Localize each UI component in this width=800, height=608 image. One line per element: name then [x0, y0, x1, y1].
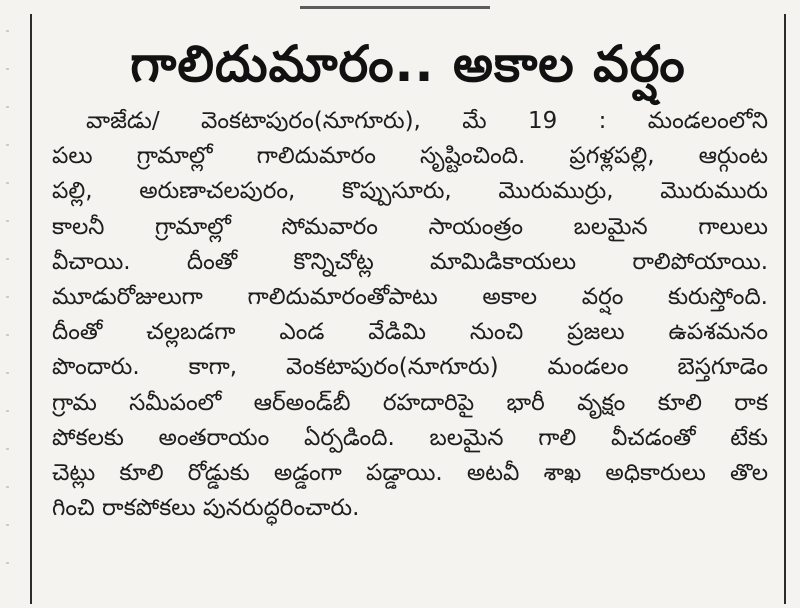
- article-line: గించి రాకపోకలు పునరుద్ధరించారు.: [52, 495, 360, 522]
- article-line: పల్లి, అరుణాచలపురం, కొప్పుసూరు, మొరుముర్రు, మొరుమురు: [52, 178, 768, 205]
- article-line: పొందారు. కాగా, వెంకటాపురం(నూగూరు) మండలం బెస్తగూడెం: [52, 354, 768, 381]
- article-line: దీంతో చల్లబడగా ఎండ వేడిమి నుంచి ప్రజలు ఉపశమనం: [52, 319, 768, 346]
- clipped-text-fragment: [300, 0, 490, 9]
- article-line: పోకలకు అంతరాయం ఏర్పడింది. బలమైన గాలి వీచడంతో టేకు: [52, 424, 768, 451]
- article-line: మూడురోజులుగా గాలిదుమారంతోపాటు అకాల వర్షం కురుస్తోంది.: [52, 283, 768, 310]
- article-line: పలు గ్రామాల్లో గాలిదుమారం సృష్టించింది. ప్రగళ్లపల్లి, ఆర్గుంట: [52, 143, 768, 170]
- article-line: వాజేడు/ వెంకటాపురం(నూగూరు), మే 19 : మండలంలోని: [86, 108, 768, 134]
- article-line: చెట్లు కూలి రోడ్డుకు అడ్డంగా పడ్డాయి. అటవీ శాఖ అధికారులు తొల: [52, 459, 768, 486]
- article-headline: గాలిదుమారం.. అకాల వర్షం: [130, 35, 686, 93]
- adjacent-column-edge: [6, 30, 9, 600]
- article-line: కాలనీ గ్రామాల్లో సోమవారం సాయంత్రం బలమైన గాలులు: [52, 213, 768, 240]
- article-body: [52, 104, 768, 600]
- article-line: వీచాయి. దీంతో కొన్నిచోట్ల మామిడికాయలు రాలిపోయాయి.: [52, 248, 768, 275]
- article-line: గ్రామ సమీపంలో ఆర్అండ్‌బీ రహదారిపై భారీ వృక్షం కూలి రాక: [52, 389, 768, 416]
